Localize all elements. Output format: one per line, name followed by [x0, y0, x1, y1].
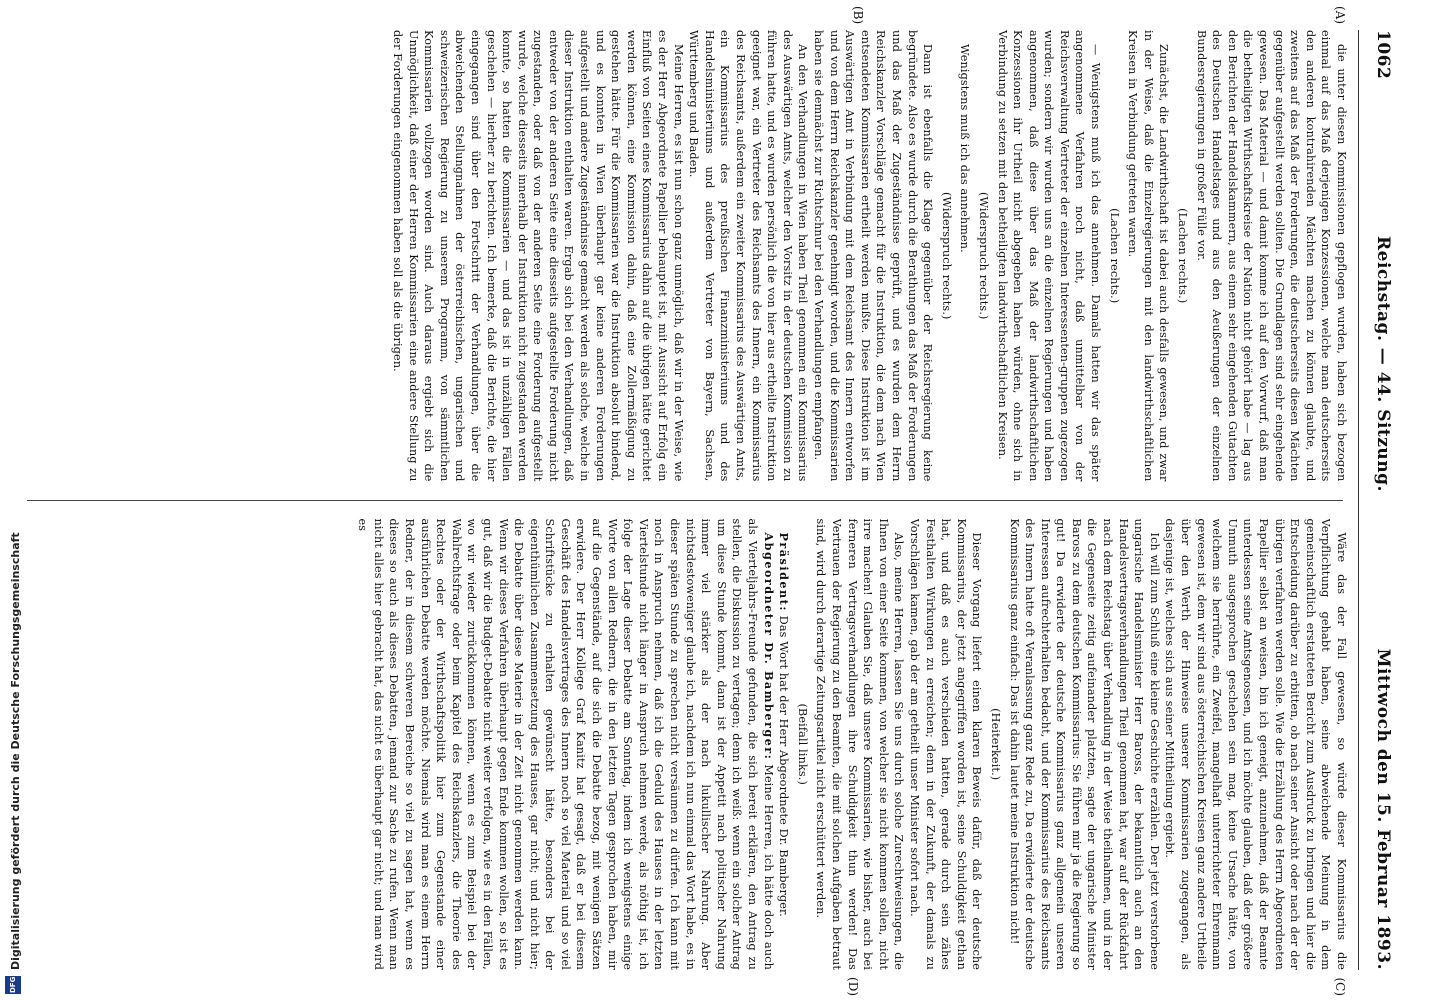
header-rule	[1358, 30, 1359, 970]
speaker-label: Präsident:	[777, 532, 792, 612]
interjection: (Lachen rechts.)	[1176, 208, 1190, 304]
margin-mark-c: (C)	[1333, 977, 1347, 996]
margin-mark-d: (D)	[846, 977, 860, 996]
paragraph: — Wenigstens muß ich das annehmen. Damals hatten wir das später angenommene Verfahren noch nicht, daß unmittelbar von der Reichsverwaltung Vertreter der einzelnen Interessenten-gruppen zugezogen wurden; sondern wir wurden uns an die einzelnen Regierungen und haben angenommen, daß diese über das Maß der landwirthschaftlichen Konzessionen ihr Urtheil nicht abgegeben haben würden, ohne sich in Verbindung zu setzen mit den betheiligten landwirthschaftlichen Kreisen.	[995, 30, 1103, 482]
paragraph: Zunächst, die Landwirthschaft ist dabei auch desfalls gewesen, und zwar in der Weise, daß die Einzelregierungen mit den landwirthschaftlichen Kreisen in Verbindung getreten waren.	[1126, 30, 1171, 482]
left-column	[10, 30, 1349, 482]
paragraph: Dieser Vorgang liefert einen klaren Beweis dafür, daß der deutsche Kommissarius, der jetzt angegriffen worden ist, seine Schuldigkeit gethan hat, und daß es auch verschieden hatten, gerade durch sein zähes Festhalten Wirkungen zu erreichen; denn in der Zukunft, der damals zu Vorschlägen kamen, gab der am getheilt unser Minister sofort nach.	[907, 518, 984, 970]
interjection: (Heiterkeit.)	[988, 708, 1002, 781]
paragraph: die unter diesen Kommissionen gepflogen wurden, haben sich bezogen einmal auf das Maß derjenigen Konzessionen, welche man deutscherseits den anderen kontrahirenden Mächten machen zu können glaubte, und zweitens auf das Maß der Forderungen, die deutscherseits diesen Mächten gegenüber aufgestellt werden sollten. Die Grundlagen sind sehr eingehende gewesen. Das Material — und damit komme ich auf den Vorwurf, daß man die betheiligten Wirthschaftskreise der Nation nicht gehört habe — lag aus den Berichten der Handelskammern, aus einem sehr eingehenden Gutachten des Deutschen Handelstages und aus den Aeußerungen der einzelnen Bundesregierungen in großer Fülle vor.	[1194, 30, 1348, 482]
paragraph: An den Verhandlungen in Wien haben Theil genommen ein Kommissarius des Auswärtigen Amts, welcher den Vorsitz in der deutschen Kommission zu führen hatte, und es wurden persönlich die von hier aus ertheilte Instruktion geeignet war, ein Vertreter des Reichsamts des Innern, ein Kommissarius des Reichsamts, außerdem ein zweiter Kommissarius des Auswärtigen Amts, ein Kommissarius des preußischen Finanzministeriums und des Handelsministeriums und außerdem Vertreter von Bayern, Sachsen, Württemberg und Baden.	[687, 30, 810, 482]
interjection: (Widerspruch rechts.)	[939, 191, 953, 320]
president-statement	[776, 519, 792, 971]
session-date: Mittwoch den 15. Februar 1893.	[1373, 648, 1393, 970]
bamberger-statement	[355, 519, 776, 971]
session-title: Reichstag. — 44. Sitzung.	[1373, 236, 1393, 492]
digitization-note: Digitalisierung gefördert durch die Deutsche Forschungsgemeinschaft	[9, 532, 22, 970]
paragraph: Dann ist ebenfalls die Klage gegenüber der Reichsregierung keine begründete. Also es wurde durch die Berathungen das Maß der Forderungen und das Maß der Zugeständnisse geprüft, und es wurden dem Herrn Reichskanzler Vorschläge gemacht für die Instruktion, die dem nach Wien entsendeten Kommissarien ertheilt werden mußte. Diese Instruktion ist im Auswärtigen Amt in Verbindung mit dem Reichsamt des Innern entworfen und von dem Herrn Reichskanzler genehmigt worden, und die Kommissarien haben sie demnächst zur Richtschnur bei den Verhandlungen empfangen.	[812, 30, 935, 482]
dfg-logo-icon: DFG	[5, 976, 21, 994]
column-divider	[10, 500, 1343, 501]
paragraph: Ich will zum Schluß eine kleine Geschichte erzählen. Der jetzt verstorbene ungarische Handelsminister Herr Baross, der bekanntlich auch an den Handelsvertragsverhandlungen Theil genommen hat, war auf der Rückfahrt nach dem Reichstag über Verhandlung in der Weise theilnahmen, und in der die Gegenseite zeitig aufeinander platzten, sagte der ungarische Minister Baross zu dem deutschen Kommissarius: Sie führen mir ja die Regierung so gut! Da erwiderte der deutsche Kommissarius ganz allgemein unseren Interessen aufrechterhalten bedacht, und der Kommissarius des Reichsamts des Innern hatte oft Veranlassung ganz Rede zu, Da erwiderte der deutsche Kommissarius ganz einfach: Das ist dahin lautet meine Instruktion nicht!	[1007, 518, 1161, 970]
paragraph: Meine Herren, es ist nun schon ganz unmöglich, daß wir in der Weise, wie es der Herr Abgeordnete Papellier behauptet ist, mit Aussicht auf Erfolg ein Einfluß von Seiten eines Kommissarius dahin auf die übrigen hätte gerichtet werden können, eine Kommission dahin, daß eine Zollermäßigung zu gestehen hätte. Für die Kommissarien war die Instruktion absolut bindend, und es konnten in Wien überhaupt gar keine anderen Forderungen aufgestellt und andere Zugeständnisse gemacht werden als solche, welche in dieser Instruktion enthalten waren. Ergab sich bei den Verhandlungen, daß entweder von der anderen Seite eine diesseits aufgestellte Forderung nicht zugestanden, oder daß von der anderen Seite eine Forderung aufgestellt wurde, welche diesseits innerhalb der Instruktion nicht zugestanden werden konnte, so hatten die Kommissarien — und das ist in unzähligen Fällen geschehen — hierher zu berichten. Ich bemerke, daß die Berichte, die hier eingegangen sind über den Fortschritt der Verhandlungen, über die abweichenden Stellungnahmen der österreichischen, ungarischen und schweizerischen Regierung zu unserem Programm, von sämmtlichen Kommissarien vollzogen worden sind. Auch daraus ergiebt sich die Unmöglichkeit, daß einer der Herren Kommissarien eine andere Stellung zu der Forderungen eingenommen haben soll als die übrigen.	[390, 30, 685, 482]
page-number: 1062	[1373, 30, 1393, 80]
paragraph: Also, meine Herren, lassen Sie uns durch solche Zurechtweisungen, die Ihnen von einer Seite kommen, von welcher sie nicht kommen sollen, nicht irre machen! Glauben Sie, daß unsere Kommissarien, wie bisher, auch bei ferneren Vertragsverhandlungen ihre Schuldigkeit thun werden! Das Vertrauen der Regierung zu den Beamten, die mit solchen Aufgaben betraut sind, wird durch derartige Zeitungsartikel nicht erschüttert werden.	[814, 518, 906, 970]
speaker-text: Das Wort hat der Herr Abgeordnete Dr. Bamberger.	[777, 615, 791, 918]
right-column	[10, 519, 1349, 971]
paragraph: Wenigstens muß ich das annehmen.	[958, 44, 972, 253]
digitization-strip	[0, 0, 27, 1000]
interjection: (Lachen rechts.)	[1107, 208, 1121, 304]
margin-mark-b: (B)	[851, 6, 865, 25]
speaker-label: Abgeordneter Dr. Bamberger:	[761, 532, 776, 761]
page-header	[1363, 30, 1393, 970]
speaker-text: Meine Herren, ich hätte doch auch als Vierteljahrs-Freunde gefunden, die sich bereit erklären, den Antrag zu stellen, die Diskussion zu vertagen; denn ich weiß: wenn ein solcher Antrag um diese Stunde kommt, dann ist der Appetit nach politischer Nahrung immer viel stärker als der nach lukullischer Nahrung. Aber nichtsdestoweniger glaube ich, nachdem ich nun einmal das Wort habe, es in dieser späten Stunde zu sprechen nicht versäumen zu dürfen. Ich kann mit noch in Anspruch nehmen, daß ich die Geduld des Hauses in der letzten Viertelstunde nicht länger in Anspruch nehmen werde, als nöthig ist, ich folge der Lage dieser Debatte am Sonntag, indem ich wenigstens einige Worte von allen Rednern, die in den letzten Tagen gesprochen haben, mir auf die Gegenstände, auf die sich die Debatte bezog, mit wenigen Sätzen erwidere. Der Herr Kollege Graf Kanitz hat gesagt, daß er bei diesem Geschäft des Handelsvertrages des Innern noch so viel Material und so viel Schriftstücke zu erhalten gewünscht hätte, besonders bei der eigenthümlichen Zusammensetzung des Hauses, gar nicht; und nicht hier; die Debatte über diese Materie in der Zeit nicht genommen werden kann. Wenn wir dieses Verfahren überhaupt gegen Ende kommen wollen, so ist es gut, daß wir die Budget-Debatte nicht weiter verfolgen, wie es in den Fällen, wo wir wieder zurückkommen können, wenn es zum Beispiel bei der Wahlrechtsfrage oder beim Kapitel des Reichskanzlers, die Theorie des Rechtes oder der Wirthschaftspolitik hier zum Gegenstande einer ausführlichen Debatte werden möchte. Niemals wird man es einem Herrn Redner, der in diesem schweren Bereiche so viel zu sagen hat, wenn es dieses so auch als dieses Debatten, jemand zur Sache zu rufen. Wenn man nicht alles hier gebracht hat, das nicht es überhaupt gar nicht; und man wird es	[356, 518, 775, 970]
interjection: (Widerspruch rechts.)	[976, 191, 990, 320]
margin-mark-a: (A)	[1333, 6, 1347, 25]
text-columns	[10, 30, 1349, 970]
paragraph: Wäre das der Fall gewesen, so würde dieser Kommissarius die Verpflichtung gehabt haben, seine abweichende Meinung in dem gemeinschaftlich erstatteten Bericht zum Ausdruck zu bringen und hier die Entscheidung darüber zu erbitten, ob nach seiner Ansicht oder nach der der übrigen verfahren werden solle. Wie die Erzählung des Herrn Abgeordneten Papellier selbst an weisen, bin ich geneigt, anzunehmen, daß der Beamte unterdessen seine Amtsgenossen, und ich möchte glauben, daß der größere Unmuth ausgesprochen geschehen sein mag, keine Ursache hätte, von welchem sie herrührte, ein Zweifel, mangelhaft unterrichteter Ehrenmann gewesen ist, dem wir sind aus österreichischen Kreisen ganz andere Urtheile über den Werth der Hinweise unserer Kommissarien zugegangen, als dasjenige ist, welches sich aus seiner Mittheilung ergiebt.	[1163, 518, 1348, 970]
interjection: (Beifall links.)	[795, 703, 809, 785]
